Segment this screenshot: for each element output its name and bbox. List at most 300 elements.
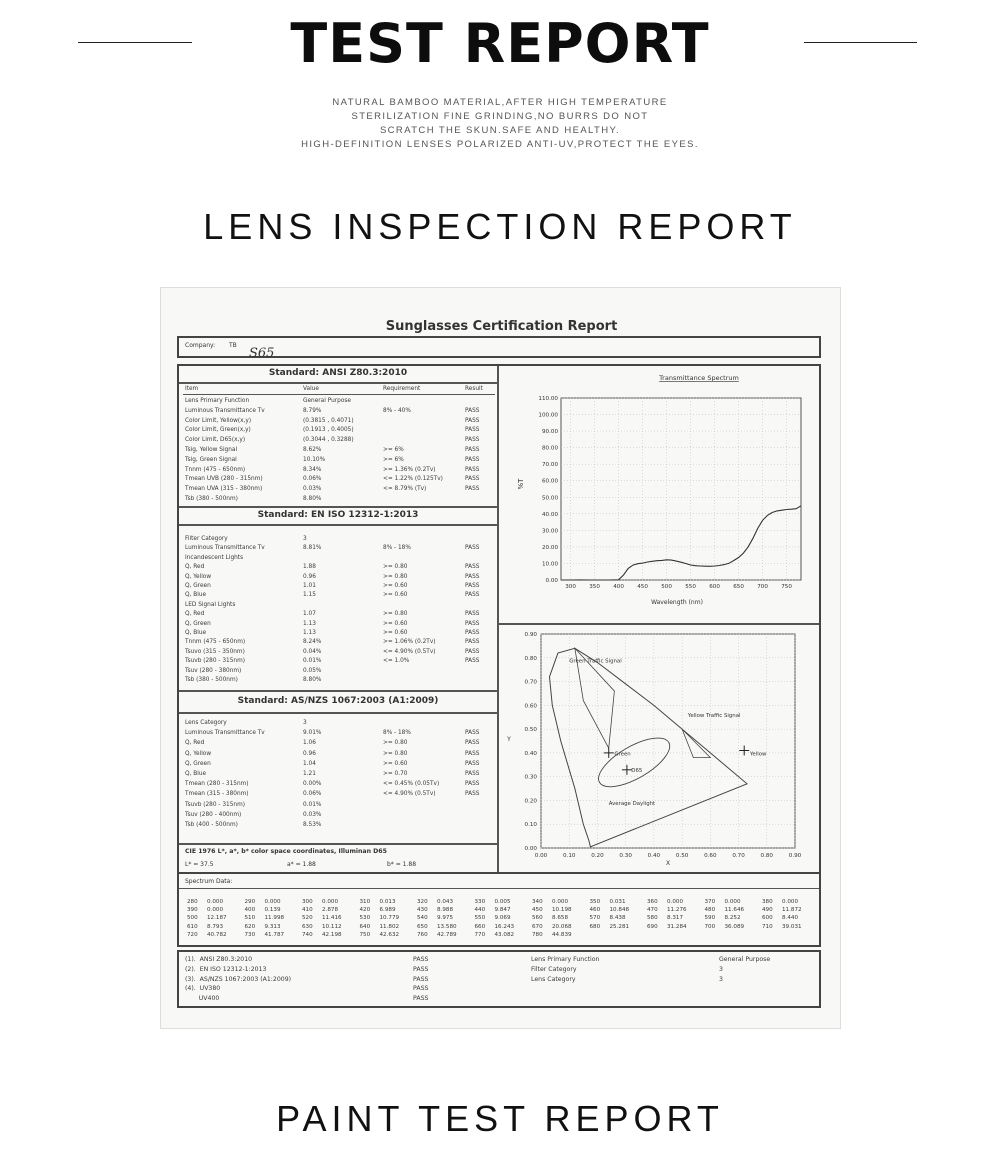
spectrum-cell: 620 (244, 923, 256, 930)
spectrum-cell: 8.438 (609, 915, 626, 922)
table-cell: >= 6% (383, 447, 404, 453)
table-row (185, 822, 495, 830)
table-row (185, 649, 495, 657)
table-cell: 1.13 (303, 620, 316, 627)
table-cell: PASS (465, 417, 480, 424)
table-row (185, 437, 495, 445)
spectral-locus (549, 648, 747, 847)
table-cell: 3 (303, 536, 307, 542)
table-cell: 1.88 (303, 564, 316, 571)
table-cell: PASS (465, 781, 480, 788)
table-cell: Color Limit, Yellow(x,y) (185, 417, 252, 424)
table-row (185, 630, 495, 638)
lens-section-title: LENS INSPECTION REPORT (203, 206, 797, 247)
y-tick-label: 0.70 (524, 679, 537, 686)
table-row (185, 536, 495, 544)
spectrum-row (187, 907, 817, 915)
table-cell: PASS (465, 573, 480, 580)
table-cell: PASS (465, 592, 480, 599)
y-tick-label: 0.20 (524, 798, 537, 805)
table-cell: >= 0.80 (383, 740, 408, 747)
table-cell: >= 0.60 (383, 630, 408, 636)
summary-cell: PASS (413, 956, 429, 963)
table-cell: >= 0.60 (383, 620, 408, 627)
table-cell: Tnnm (475 - 650nm) (185, 639, 246, 646)
x-axis-label: X (665, 860, 671, 867)
table-cell: Q, Green (185, 620, 211, 627)
table-row (185, 771, 495, 779)
summary-cell: PASS (413, 985, 429, 993)
table-row (185, 740, 495, 748)
table-row (185, 668, 495, 676)
y-tick-label: 0.40 (524, 750, 537, 757)
cie-l: L* = 37.5 (185, 861, 214, 868)
spectrum-cell: 380 (762, 899, 773, 905)
table-cell: >= 0.60 (383, 592, 408, 599)
x-tick-label: 500 (661, 584, 672, 590)
spectrum-row (187, 915, 817, 923)
spectrum-cell: 9.069 (494, 915, 511, 922)
divider (183, 394, 495, 395)
table-cell: Lens Primary Function (185, 398, 250, 404)
table-row (185, 802, 495, 810)
x-tick-label: 650 (733, 584, 744, 590)
spectrum-cell: 0.139 (264, 907, 281, 914)
y-tick-label: 0.80 (524, 655, 537, 662)
spectrum-cell: 370 (704, 899, 716, 905)
y-tick-label: 100.00 (538, 412, 558, 419)
spectrum-cell: 0.000 (264, 899, 281, 905)
spectrum-cell: 530 (359, 915, 371, 922)
table-cell: 8% - 18% (383, 545, 411, 552)
table-cell: 0.06% (303, 476, 322, 483)
table-row (185, 720, 495, 728)
spectrum-cell: 660 (474, 923, 486, 930)
table-cell: Q, Yellow (185, 573, 212, 580)
summary-row (531, 966, 811, 974)
table-row (185, 496, 495, 504)
table-cell: 1.04 (303, 760, 316, 767)
x-tick-label: 0.40 (647, 853, 661, 859)
spectrum-cell: 570 (589, 915, 601, 922)
spectrum-cell: 41.787 (264, 931, 285, 938)
table-cell: PASS (465, 407, 480, 414)
cie-label-d65: D65 (631, 767, 643, 774)
ansi-header-row (185, 386, 495, 394)
table-row (185, 408, 495, 416)
table-row (185, 476, 495, 484)
table-cell: Filter Category (185, 536, 228, 542)
table-row (185, 812, 495, 820)
table-cell: <= 4.90% (0.5Tv) (383, 648, 436, 655)
y-tick-label: 0.60 (524, 703, 537, 710)
table-cell: PASS (465, 658, 480, 665)
table-cell: Q, Yellow (185, 750, 212, 757)
tagline-line: SCRATCH THE SKUN.SAFE AND HEALTHY. (379, 125, 621, 136)
table-row (185, 781, 495, 789)
table-cell: 0.01% (303, 658, 322, 665)
spectrum-cell: 310 (359, 899, 371, 905)
table-cell: Tnnm (475 - 650nm) (185, 466, 246, 473)
table-row (185, 639, 495, 647)
spectrum-cell: 580 (647, 915, 658, 922)
spectrum-cell: 43.082 (494, 931, 515, 938)
table-row (185, 467, 495, 475)
spectrum-cell: 340 (532, 899, 543, 905)
spectrum-cell: 20.068 (552, 923, 572, 930)
series-line (561, 506, 801, 580)
y-tick-label: 10.00 (541, 561, 558, 568)
tagline (0, 96, 1000, 152)
table-cell: PASS (465, 760, 480, 767)
table-cell: Incandescent Lights (185, 554, 244, 561)
spectrum-cell: 390 (187, 907, 198, 914)
table-cell: PASS (465, 583, 480, 589)
table-cell: Tsuvb (280 - 315nm) (185, 658, 245, 665)
spectrum-cell: 0.000 (552, 899, 569, 905)
spectrum-cell: 11.276 (667, 907, 687, 914)
table-cell: PASS (465, 476, 480, 483)
summary-row (185, 995, 485, 1003)
table-cell: 8.24% (303, 639, 322, 646)
spectrum-cell: 400 (244, 907, 256, 914)
x-tick-label: 0.50 (675, 853, 689, 859)
y-tick-label: 80.00 (541, 445, 558, 452)
table-cell: LED Signal Lights (185, 601, 236, 608)
summary-row (185, 966, 485, 974)
table-cell: Color Limit, D65(x,y) (185, 437, 246, 444)
transmittance-chart (501, 368, 819, 618)
table-row (185, 447, 495, 455)
spectrum-cell: 10.198 (552, 907, 572, 914)
spectrum-title: Spectrum Data: (185, 878, 233, 885)
table-cell: PASS (465, 456, 480, 463)
table-cell: 0.04% (303, 648, 322, 655)
table-cell: 8.62% (303, 447, 322, 453)
y-tick-label: 20.00 (541, 544, 558, 551)
table-cell: <= 1.22% (0.125Tv) (383, 476, 443, 483)
spectrum-cell: 520 (302, 915, 313, 922)
spectrum-cell: 760 (417, 931, 428, 938)
table-cell: Tsig, Green Signal (185, 456, 237, 463)
table-cell: >= 0.80 (383, 573, 408, 580)
table-row (185, 398, 495, 406)
spectrum-cell: 8.658 (552, 915, 569, 922)
spectrum-cell: 470 (647, 907, 658, 914)
table-row (185, 457, 495, 465)
table-cell: <= 8.79% (Tv) (383, 486, 427, 493)
spectrum-cell: 8.793 (207, 923, 224, 930)
spectrum-cell: 11.416 (322, 915, 342, 922)
table-cell: PASS (465, 447, 480, 453)
y-tick-label: 70.00 (541, 462, 558, 469)
cie-label-daylight: Average Daylight (608, 801, 656, 808)
table-cell: >= 0.60 (383, 760, 408, 767)
spectrum-cell: 650 (417, 923, 428, 930)
y-tick-label: 60.00 (541, 478, 558, 485)
cie-label-green: Green Traffic Signal (569, 658, 622, 665)
spectrum-cell: 10.848 (609, 907, 630, 914)
table-cell: >= 0.80 (383, 564, 408, 571)
column-divider (497, 366, 499, 872)
x-tick-label: 350 (589, 584, 600, 590)
spectrum-cell: 750 (359, 931, 371, 938)
table-cell: >= 1.06% (0.2Tv) (383, 639, 436, 646)
y-tick-label: 50.00 (541, 495, 558, 502)
table-cell: Color Limit, Green(x,y) (185, 427, 251, 434)
summary-cell: 3 (719, 965, 723, 973)
x-tick-label: 600 (709, 584, 720, 590)
spectrum-cell: 12.187 (207, 915, 227, 922)
spectrum-cell: 290 (244, 899, 256, 905)
x-tick-label: 300 (565, 584, 576, 590)
summary-cell: (4). UV380 (185, 985, 221, 993)
table-cell: Q, Red (185, 564, 205, 571)
spectrum-cell: 0.000 (782, 899, 799, 905)
spectrum-cell: 410 (302, 907, 313, 914)
x-tick-label: 400 (613, 584, 624, 590)
table-cell: 3 (303, 720, 307, 726)
summary-cell: (2). EN ISO 12312-1:2013 (185, 965, 267, 973)
y-tick-label: 0.00 (545, 578, 558, 584)
y-tick-label: 0.00 (524, 846, 537, 852)
x-tick-label: 0.90 (788, 853, 802, 859)
table-row (185, 730, 495, 738)
table-cell: (0.3044 , 0.3288) (303, 437, 354, 444)
spectrum-cell: 10.779 (379, 915, 400, 922)
table-row (185, 574, 495, 582)
summary-row (185, 976, 485, 984)
yellow-signal-region (682, 729, 710, 758)
table-cell: <= 1.0% (383, 658, 410, 665)
table-cell: Tmean UVB (280 - 315nm) (185, 476, 263, 483)
en-title: Standard: EN ISO 12312-1:2013 (257, 510, 419, 520)
header-value: Value (303, 386, 319, 392)
cie-b: b* = 1.88 (387, 861, 417, 868)
table-cell: Tsuvb (280 - 315nm) (185, 801, 245, 808)
spectrum-cell: 560 (532, 915, 543, 922)
table-cell: 8.79% (303, 407, 322, 414)
summary-cell: UV400 (185, 995, 220, 1003)
y-tick-label: 0.10 (524, 822, 537, 829)
spectrum-row (187, 899, 817, 907)
table-cell: Luminous Transmittance Tv (185, 407, 265, 414)
table-row (185, 611, 495, 619)
table-cell: Tsb (380 - 500nm) (185, 496, 238, 502)
spectrum-cell: 0.000 (667, 899, 684, 905)
spectrum-cell: 0.013 (379, 899, 396, 905)
table-cell: (0.3815 , 0.4071) (303, 417, 354, 424)
table-row (185, 677, 495, 685)
spectrum-cell: 350 (589, 899, 601, 905)
x-tick-label: 0.80 (760, 853, 774, 859)
table-cell: 8% - 40% (383, 407, 411, 414)
spectrum-cell: 11.646 (724, 907, 745, 914)
summary-cell: (3). AS/NZS 1067:2003 (A1:2009) (185, 975, 292, 983)
table-cell: >= 0.80 (383, 750, 408, 757)
divider (179, 843, 497, 845)
table-cell: Lens Category (185, 720, 227, 726)
spectrum-row (187, 924, 817, 932)
table-cell: (0.1913 , 0.4005) (303, 427, 354, 434)
table-cell: 1.07 (303, 611, 316, 618)
spectrum-cell: 2.878 (322, 907, 339, 914)
report-title: Sunglasses Certification Report (385, 319, 618, 334)
spectrum-cell: 39.031 (782, 923, 802, 930)
spectrum-cell: 460 (589, 907, 601, 914)
table-cell: General Purpose (303, 398, 351, 404)
spectrum-cell: 330 (474, 899, 486, 905)
table-cell: <= 4.90% (0.5Tv) (383, 791, 436, 798)
header-item: Item (185, 386, 199, 392)
spectrum-cell: 450 (532, 907, 543, 914)
table-cell: Tsuv (280 - 380nm) (185, 667, 242, 674)
spectrum-cell: 320 (417, 899, 428, 905)
spectrum-cell: 700 (704, 923, 716, 930)
x-tick-label: 550 (685, 584, 696, 590)
spectrum-cell: 420 (359, 907, 371, 914)
spectrum-cell: 8.252 (724, 915, 741, 922)
spectrum-cell: 360 (647, 899, 658, 905)
table-cell: PASS (465, 545, 480, 552)
as-title: Standard: AS/NZS 1067:2003 (A1:2009) (237, 696, 439, 706)
divider (179, 506, 497, 508)
divider (179, 690, 497, 692)
table-cell: 8.53% (303, 822, 322, 828)
table-row (185, 602, 495, 610)
table-cell: Q, Red (185, 740, 205, 747)
table-cell: 0.96 (303, 750, 316, 757)
spectrum-cell: 610 (187, 923, 198, 930)
paint-section-title: PAINT TEST REPORT (276, 1098, 724, 1139)
spectrum-cell: 550 (474, 915, 486, 922)
summary-cell: Filter Category (531, 965, 577, 973)
table-row (185, 486, 495, 494)
x-axis-label: Wavelength (nm) (651, 599, 703, 606)
table-cell: Tmean (280 - 315nm) (185, 781, 249, 788)
spectrum-cell: 25.281 (609, 923, 630, 930)
y-tick-label: 90.00 (541, 429, 558, 436)
tagline-line: NATURAL BAMBOO MATERIAL,AFTER HIGH TEMPERATURE (332, 97, 668, 108)
y-axis-label: Y (507, 736, 511, 743)
table-cell: Tmean UVA (315 - 380nm) (185, 486, 263, 493)
summary-cell: 3 (719, 975, 723, 983)
certification-report-scan (160, 287, 841, 1029)
table-row (185, 564, 495, 572)
spectrum-cell: 0.000 (207, 907, 224, 914)
x-tick-label: 0.20 (591, 853, 604, 859)
spectrum-cell: 540 (417, 915, 428, 922)
table-row (185, 791, 495, 799)
spectrum-cell: 680 (589, 923, 601, 930)
x-tick-label: 700 (757, 584, 768, 590)
company-value: TB (229, 342, 237, 349)
spectrum-row (187, 932, 817, 940)
table-cell: 1.01 (303, 583, 316, 589)
spectrum-cell: 490 (762, 907, 773, 914)
spectrum-cell: 0.000 (724, 899, 741, 905)
y-tick-label: 0.90 (524, 632, 537, 638)
spectrum-cell: 770 (474, 931, 486, 938)
table-cell: Q, Red (185, 611, 205, 618)
divider (179, 712, 497, 714)
ansi-title: Standard: ANSI Z80.3:2010 (268, 368, 408, 378)
spectrum-cell: 16.243 (494, 923, 515, 930)
table-cell: 9.01% (303, 730, 322, 737)
divider (499, 623, 819, 625)
table-row (185, 555, 495, 563)
table-row (185, 751, 495, 759)
summary-cell: General Purpose (719, 956, 771, 963)
spectrum-cell: 13.580 (437, 923, 457, 930)
table-cell: >= 0.70 (383, 771, 408, 777)
spectrum-cell: 0.043 (437, 899, 454, 905)
spectrum-cell: 9.847 (494, 907, 511, 914)
spectrum-cell: 300 (302, 899, 313, 905)
header-result: Result (465, 386, 483, 392)
spectrum-cell: 640 (359, 923, 371, 930)
spectrum-cell: 0.031 (609, 899, 626, 905)
daylight-ellipse (591, 729, 676, 797)
spectrum-cell: 36.089 (724, 923, 745, 930)
spectrum-cell: 9.975 (437, 915, 454, 922)
table-cell: PASS (465, 750, 480, 757)
table-cell: Q, Blue (185, 771, 207, 777)
divider (179, 888, 819, 889)
x-tick-label: 450 (637, 584, 648, 590)
spectrum-cell: 670 (532, 923, 543, 930)
tagline-line: STERILIZATION FINE GRINDING,NO BURRS DO NOT (351, 111, 649, 122)
spectrum-cell: 8.440 (782, 915, 799, 922)
table-cell: PASS (465, 730, 480, 737)
x-tick-label: 750 (781, 584, 792, 590)
x-tick-label: 0.30 (619, 853, 632, 859)
table-cell: PASS (465, 466, 480, 473)
tagline-line: HIGH-DEFINITION LENSES POLARIZED ANTI-UV,PROTECT THE EYES. (301, 139, 699, 150)
y-tick-label: 110.00 (538, 396, 558, 402)
table-row (185, 761, 495, 769)
table-cell: Tsuv (280 - 400nm) (185, 811, 242, 818)
cie-label-green-pt: Green (614, 751, 631, 758)
table-cell: >= 6% (383, 456, 404, 463)
x-tick-label: 0.60 (704, 853, 717, 859)
page-title: TEST REPORT (290, 12, 710, 75)
spectrum-cell: 0.005 (494, 899, 511, 905)
summary-row (185, 956, 485, 964)
table-cell: 1.15 (303, 592, 316, 599)
spectrum-cell: 440 (474, 907, 486, 914)
spectrum-cell: 500 (187, 915, 198, 922)
spectrum-cell: 31.284 (667, 923, 687, 930)
spectrum-cell: 590 (704, 915, 716, 922)
table-cell: PASS (465, 740, 480, 747)
spectrum-cell: 8.317 (667, 915, 684, 922)
table-cell: <= 0.45% (0.05Tv) (383, 781, 440, 788)
table-cell: Tsb (400 - 500nm) (185, 822, 238, 828)
table-cell: Q, Green (185, 760, 211, 767)
table-cell: PASS (465, 639, 480, 646)
spectrum-cell: 780 (532, 931, 543, 938)
y-tick-label: 0.30 (524, 774, 537, 781)
x-tick-label: 0.70 (732, 853, 745, 859)
spectrum-cell: 44.839 (552, 931, 572, 938)
table-cell: 0.00% (303, 781, 322, 788)
summary-cell: Lens Category (531, 975, 576, 983)
table-cell: 0.03% (303, 486, 322, 493)
summary-row (531, 976, 811, 984)
y-tick-label: 0.50 (524, 727, 537, 734)
spectrum-cell: 42.789 (437, 931, 457, 938)
